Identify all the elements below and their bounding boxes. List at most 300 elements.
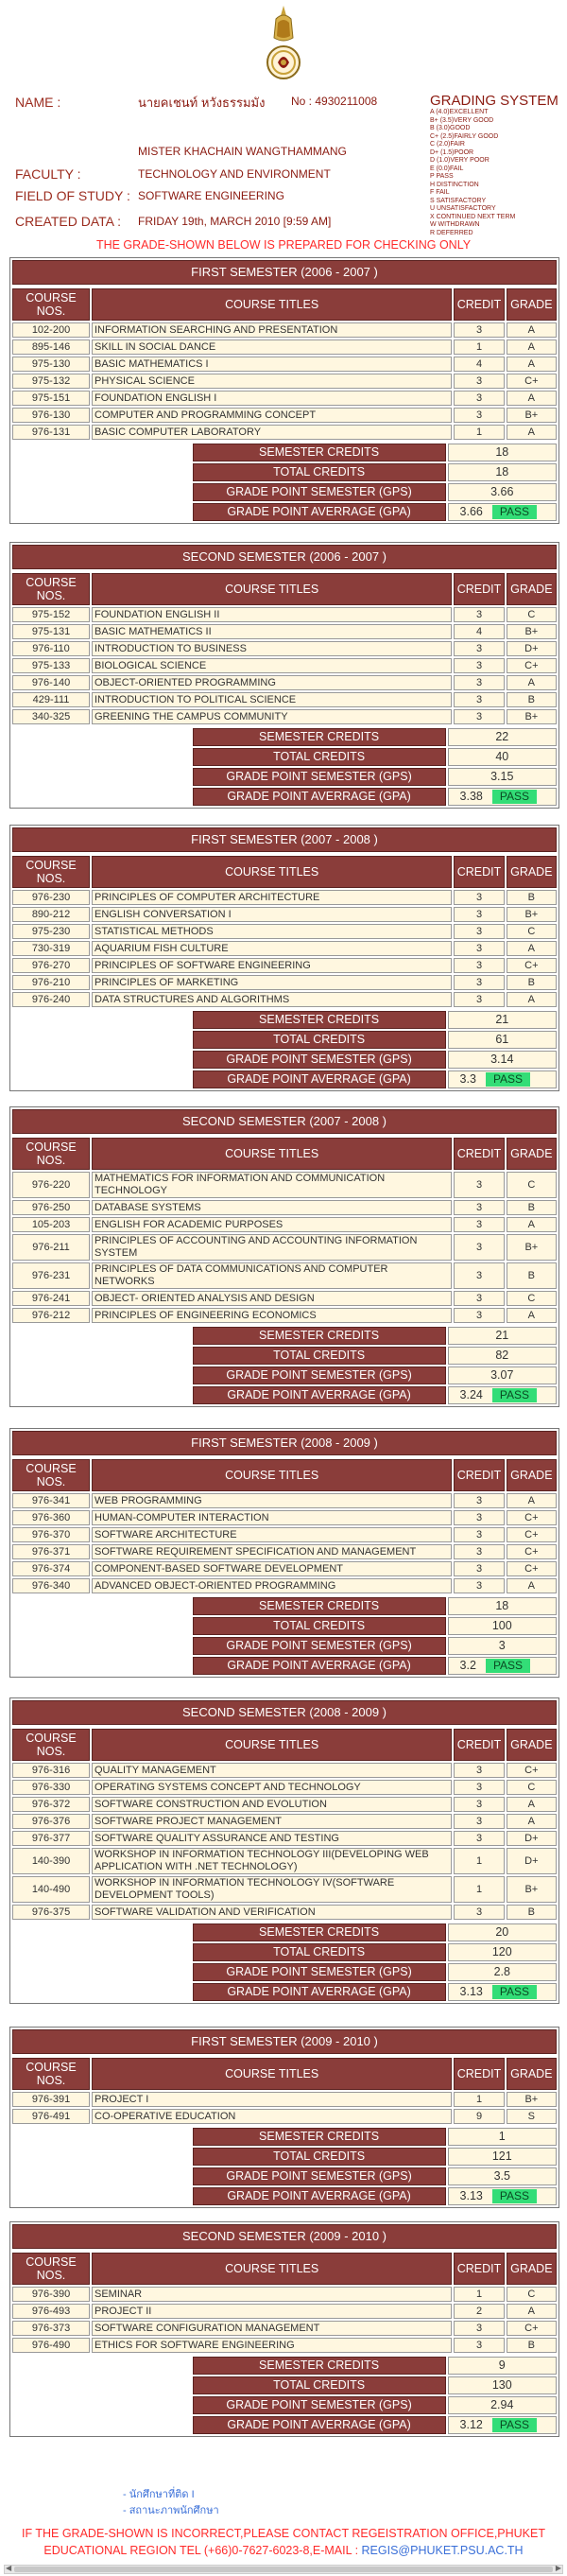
total-credits-value-cell: 18 xyxy=(448,463,557,481)
column-header-course-nos: COURSE NOS. xyxy=(12,2253,90,2285)
course-credit: 3 xyxy=(454,1291,504,1306)
status-badge: PASS xyxy=(492,2418,537,2432)
course-code: 976-270 xyxy=(12,958,90,973)
semester-block xyxy=(9,542,559,809)
scroll-right-arrow-icon[interactable]: ▶ xyxy=(555,2564,561,2572)
gpa-row xyxy=(12,1386,557,1404)
course-code: 976-330 xyxy=(12,1780,90,1795)
course-credit: 3 xyxy=(454,1308,504,1323)
table-row xyxy=(12,1561,557,1576)
course-code: 976-493 xyxy=(12,2304,90,2319)
gpa-label: GRADE POINT AVERRAGE (GPA) xyxy=(193,1983,446,2001)
column-header-credit: CREDIT xyxy=(454,2253,504,2285)
semester-credits-value-cell: 9 xyxy=(448,2357,557,2375)
course-credit: 1 xyxy=(454,425,504,440)
course-credit: 3 xyxy=(454,1763,504,1778)
table-row xyxy=(12,1780,557,1795)
course-grade: A xyxy=(507,1493,557,1508)
semester-summary xyxy=(10,442,558,523)
semester-title: FIRST SEMESTER (2006 - 2007 ) xyxy=(12,260,557,285)
table-row xyxy=(12,1291,557,1306)
semester-title: SECOND SEMESTER (2006 - 2007 ) xyxy=(12,545,557,569)
course-code: 730-319 xyxy=(12,941,90,956)
semester-title: SECOND SEMESTER (2009 - 2010 ) xyxy=(12,2224,557,2249)
spacer xyxy=(12,1011,191,1029)
course-title: STATISTICAL METHODS xyxy=(92,924,452,939)
course-credit: 9 xyxy=(454,2109,504,2124)
column-header-course-titles: COURSE TITLES xyxy=(92,1138,452,1170)
course-credit: 3 xyxy=(454,1172,504,1198)
table-row xyxy=(12,1262,557,1289)
table-row xyxy=(12,1544,557,1559)
course-title: BASIC COMPUTER LABORATORY xyxy=(92,425,452,440)
scroll-left-arrow-icon[interactable]: ◀ xyxy=(6,2564,12,2572)
total-credits-value-cell: 121 xyxy=(448,2148,557,2166)
course-grade: B+ xyxy=(507,408,557,423)
gps-row xyxy=(12,1637,557,1655)
course-title: DATA STRUCTURES AND ALGORITHMS xyxy=(92,992,452,1007)
table-row xyxy=(12,2338,557,2353)
course-grade: C+ xyxy=(507,1561,557,1576)
table-row xyxy=(12,890,557,905)
table-row xyxy=(12,709,557,724)
course-code: 975-151 xyxy=(12,391,90,406)
gpa-value-cell xyxy=(448,1070,557,1088)
course-credit: 3 xyxy=(454,1561,504,1576)
semester-credits-value-cell: 18 xyxy=(448,444,557,461)
table-row xyxy=(12,641,557,656)
course-grade: A xyxy=(507,391,557,406)
gps-label: GRADE POINT SEMESTER (GPS) xyxy=(193,483,446,501)
total-credits-value-cell: 130 xyxy=(448,2376,557,2394)
footer-email-link[interactable]: REGIS@PHUKET.PSU.AC.TH xyxy=(361,2544,524,2557)
course-grade: B xyxy=(507,1905,557,1920)
gps-value-cell: 3.14 xyxy=(448,1051,557,1069)
gps-label: GRADE POINT SEMESTER (GPS) xyxy=(193,1051,446,1069)
table-row xyxy=(12,1763,557,1778)
course-credit: 4 xyxy=(454,357,504,372)
semester-credits-value-cell: 1 xyxy=(448,2128,557,2146)
gps-value-cell: 3.66 xyxy=(448,483,557,501)
gps-value-cell: 3.15 xyxy=(448,768,557,786)
created-label: CREATED DATA : xyxy=(15,214,122,229)
column-header-credit: CREDIT xyxy=(454,1138,504,1170)
gpa-wrap xyxy=(449,1071,556,1088)
gpa-label: GRADE POINT AVERRAGE (GPA) xyxy=(193,1657,446,1675)
course-grade: A xyxy=(507,1797,557,1812)
semester-summary xyxy=(10,2126,558,2207)
course-code: 429-111 xyxy=(12,692,90,707)
status-badge: PASS xyxy=(486,1072,530,1087)
gpa-row xyxy=(12,788,557,806)
column-header-grade: GRADE xyxy=(507,573,557,605)
course-title: OBJECT- ORIENTED ANALYSIS AND DESIGN xyxy=(92,1291,452,1306)
course-credit: 3 xyxy=(454,1814,504,1829)
course-title: PROJECT II xyxy=(92,2304,452,2319)
column-header-course-titles: COURSE TITLES xyxy=(92,1729,452,1761)
course-code: 976-211 xyxy=(12,1234,90,1261)
table-row xyxy=(12,1510,557,1525)
footer-link[interactable]: - นักศึกษาที่ติด I xyxy=(123,2489,195,2500)
faculty-label: FACULTY : xyxy=(15,166,81,182)
total-credits-label: TOTAL CREDITS xyxy=(193,1943,446,1961)
grading-title: GRADING SYSTEM xyxy=(430,93,558,109)
spacer xyxy=(12,1386,191,1404)
course-grade: A xyxy=(507,1217,557,1232)
semester-credits-value-cell: 22 xyxy=(448,728,557,746)
table-row xyxy=(12,2287,557,2302)
course-table xyxy=(10,1727,558,1922)
semester-credits-label: SEMESTER CREDITS xyxy=(193,728,446,746)
table-row xyxy=(12,1200,557,1215)
grading-line: F FAIL xyxy=(430,189,450,196)
gpa-value: 3.66 xyxy=(459,505,483,518)
column-header-course-nos: COURSE NOS. xyxy=(12,856,90,888)
total-credits-value-cell: 120 xyxy=(448,1943,557,1961)
gpa-wrap xyxy=(449,2417,556,2433)
table-row xyxy=(12,1217,557,1232)
course-code: 976-230 xyxy=(12,890,90,905)
semester-credits-row xyxy=(12,1923,557,1941)
gps-value-cell: 2.8 xyxy=(448,1963,557,1981)
course-title: BASIC MATHEMATICS I xyxy=(92,357,452,372)
grading-line: C+ (2.5)FAIRLY GOOD xyxy=(430,132,499,140)
course-title: PRINCIPLES OF ACCOUNTING AND ACCOUNTING INFORMATION SYSTEM xyxy=(92,1234,452,1261)
gpa-label: GRADE POINT AVERRAGE (GPA) xyxy=(193,503,446,521)
gps-value-cell: 2.94 xyxy=(448,2396,557,2414)
course-grade: S xyxy=(507,2109,557,2124)
course-grade: A xyxy=(507,941,557,956)
course-code: 976-373 xyxy=(12,2321,90,2336)
scrollbar-thumb[interactable] xyxy=(14,2567,553,2572)
semester-credits-label: SEMESTER CREDITS xyxy=(193,2357,446,2375)
semester-title: SECOND SEMESTER (2008 - 2009 ) xyxy=(12,1700,557,1725)
total-credits-row xyxy=(12,463,557,481)
course-title: PRINCIPLES OF COMPUTER ARCHITECTURE xyxy=(92,890,452,905)
semester-summary xyxy=(10,1922,558,2003)
table-row xyxy=(12,607,557,622)
gpa-row xyxy=(12,1070,557,1088)
name-english: MISTER KHACHAIN WANGTHAMMANG xyxy=(138,145,347,158)
course-title: ENGLISH CONVERSATION I xyxy=(92,907,452,922)
total-credits-label: TOTAL CREDITS xyxy=(193,748,446,766)
semester-summary xyxy=(10,1595,558,1677)
gpa-value: 3.2 xyxy=(459,1659,476,1672)
course-title: COMPUTER AND PROGRAMMING CONCEPT xyxy=(92,408,452,423)
course-credit: 3 xyxy=(454,322,504,338)
spacer xyxy=(12,1051,191,1069)
grading-line: W WITHDRAWN xyxy=(430,221,480,228)
course-credit: 3 xyxy=(454,1831,504,1846)
course-title: OPERATING SYSTEMS CONCEPT AND TECHNOLOGY xyxy=(92,1780,452,1795)
course-code: 976-130 xyxy=(12,408,90,423)
table-row xyxy=(12,658,557,673)
spacer xyxy=(12,1597,191,1615)
total-credits-row xyxy=(12,1031,557,1049)
gpa-value-cell xyxy=(448,1657,557,1675)
column-header-course-titles: COURSE TITLES xyxy=(92,288,452,321)
table-row xyxy=(12,958,557,973)
status-badge: PASS xyxy=(492,1985,537,1999)
course-title: OBJECT-ORIENTED PROGRAMMING xyxy=(92,675,452,690)
name-label: NAME : xyxy=(15,95,61,110)
column-header-course-titles: COURSE TITLES xyxy=(92,573,452,605)
horizontal-scrollbar[interactable] xyxy=(4,2565,563,2574)
semester-credits-label: SEMESTER CREDITS xyxy=(193,1597,446,1615)
column-header-course-titles: COURSE TITLES xyxy=(92,2253,452,2285)
table-row xyxy=(12,374,557,389)
semester-credits-value-cell: 21 xyxy=(448,1327,557,1345)
semester-block xyxy=(9,2027,559,2208)
course-grade: B xyxy=(507,2338,557,2353)
footer-contact xyxy=(0,2525,567,2559)
course-code: 976-371 xyxy=(12,1544,90,1559)
course-code: 890-212 xyxy=(12,907,90,922)
semester-summary xyxy=(10,726,558,808)
course-title: PROJECT I xyxy=(92,2092,452,2107)
course-code: 976-140 xyxy=(12,675,90,690)
gpa-value: 3.12 xyxy=(459,2418,483,2431)
course-grade: B xyxy=(507,890,557,905)
grading-line: D (1.0)VERY POOR xyxy=(430,157,490,164)
course-title: INFORMATION SEARCHING AND PRESENTATION xyxy=(92,322,452,338)
grading-line: B (3.0)GOOD xyxy=(430,125,471,131)
spacer xyxy=(12,1617,191,1635)
gps-label: GRADE POINT SEMESTER (GPS) xyxy=(193,2167,446,2185)
table-row xyxy=(12,2109,557,2124)
course-code: 976-491 xyxy=(12,2109,90,2124)
course-credit: 3 xyxy=(454,391,504,406)
spacer xyxy=(12,2416,191,2434)
gps-value-cell: 3 xyxy=(448,1637,557,1655)
course-code: 975-131 xyxy=(12,624,90,639)
course-code: 976-390 xyxy=(12,2287,90,2302)
gpa-value-cell xyxy=(448,503,557,521)
grading-line: X CONTINUED NEXT TERM xyxy=(430,213,516,220)
spacer xyxy=(12,2396,191,2414)
column-header-credit: CREDIT xyxy=(454,1729,504,1761)
course-title: PRINCIPLES OF ENGINEERING ECONOMICS xyxy=(92,1308,452,1323)
table-row xyxy=(12,2321,557,2336)
column-header-grade: GRADE xyxy=(507,1459,557,1491)
course-code: 976-376 xyxy=(12,1814,90,1829)
column-header-grade: GRADE xyxy=(507,2253,557,2285)
gpa-value-cell xyxy=(448,2416,557,2434)
gps-row xyxy=(12,1366,557,1384)
course-credit: 3 xyxy=(454,1527,504,1542)
course-title: ENGLISH FOR ACADEMIC PURPOSES xyxy=(92,1217,452,1232)
gpa-row xyxy=(12,2416,557,2434)
course-code: 976-241 xyxy=(12,1291,90,1306)
course-table xyxy=(10,1136,558,1325)
table-row xyxy=(12,975,557,990)
course-credit: 3 xyxy=(454,675,504,690)
gpa-value: 3.3 xyxy=(459,1072,476,1086)
course-grade: C xyxy=(507,924,557,939)
course-credit: 3 xyxy=(454,709,504,724)
course-title: ADVANCED OBJECT-ORIENTED PROGRAMMING xyxy=(92,1578,452,1593)
total-credits-label: TOTAL CREDITS xyxy=(193,1617,446,1635)
column-header-credit: CREDIT xyxy=(454,856,504,888)
course-title: MATHEMATICS FOR INFORMATION AND COMMUNICATION TECHNOLOGY xyxy=(92,1172,452,1198)
course-credit: 1 xyxy=(454,2092,504,2107)
course-grade: A xyxy=(507,322,557,338)
course-title: WORKSHOP IN INFORMATION TECHNOLOGY III(DEVELOPING WEB APPLICATION WITH .NET TECHNOLOGY) xyxy=(92,1848,452,1874)
gps-value-cell: 3.07 xyxy=(448,1366,557,1384)
gps-row xyxy=(12,768,557,786)
course-grade: A xyxy=(507,1814,557,1829)
semester-credits-value-cell: 20 xyxy=(448,1923,557,1941)
semester-title: SECOND SEMESTER (2007 - 2008 ) xyxy=(12,1109,557,1134)
course-grade: C xyxy=(507,1291,557,1306)
gpa-row xyxy=(12,2187,557,2205)
semester-credits-row xyxy=(12,1011,557,1029)
course-grade: B xyxy=(507,1200,557,1215)
course-grade: A xyxy=(507,1308,557,1323)
spacer xyxy=(12,748,191,766)
course-credit: 3 xyxy=(454,692,504,707)
course-credit: 3 xyxy=(454,658,504,673)
table-row xyxy=(12,339,557,355)
semester-credits-value-cell: 21 xyxy=(448,1011,557,1029)
course-code: 976-212 xyxy=(12,1308,90,1323)
course-grade: C+ xyxy=(507,1527,557,1542)
table-row xyxy=(12,322,557,338)
footer-links xyxy=(123,2487,219,2519)
gpa-label: GRADE POINT AVERRAGE (GPA) xyxy=(193,1070,446,1088)
column-header-grade: GRADE xyxy=(507,288,557,321)
course-title: FOUNDATION ENGLISH II xyxy=(92,607,452,622)
course-title: PHYSICAL SCIENCE xyxy=(92,374,452,389)
total-credits-value-cell: 61 xyxy=(448,1031,557,1049)
grading-line: C (2.0)FAIR xyxy=(430,141,465,148)
table-row xyxy=(12,1172,557,1198)
total-credits-label: TOTAL CREDITS xyxy=(193,2376,446,2394)
course-title: SOFTWARE CONFIGURATION MANAGEMENT xyxy=(92,2321,452,2336)
semester-block xyxy=(9,257,559,524)
total-credits-label: TOTAL CREDITS xyxy=(193,2148,446,2166)
course-grade: A xyxy=(507,357,557,372)
footer-line-2-text: EDUCATIONAL REGION TEL (+66)0-7627-6023-8,E-MAIL : xyxy=(43,2544,362,2557)
gpa-value: 3.24 xyxy=(459,1388,483,1401)
course-grade: C xyxy=(507,1780,557,1795)
course-credit: 3 xyxy=(454,1905,504,1920)
column-header-credit: CREDIT xyxy=(454,2058,504,2090)
spacer xyxy=(12,2376,191,2394)
gpa-value-cell xyxy=(448,1386,557,1404)
course-grade: C xyxy=(507,1172,557,1198)
gps-row xyxy=(12,483,557,501)
spacer xyxy=(12,1943,191,1961)
gpa-wrap xyxy=(449,504,556,520)
gpa-value: 3.38 xyxy=(459,790,483,803)
course-credit: 3 xyxy=(454,607,504,622)
table-row xyxy=(12,1831,557,1846)
gpa-wrap xyxy=(449,1984,556,2000)
footer-link[interactable]: - สถานะภาพนักศึกษา xyxy=(123,2505,219,2516)
table-row xyxy=(12,992,557,1007)
grading-line: S SATISFACTORY xyxy=(430,197,487,204)
course-code: 976-250 xyxy=(12,1200,90,1215)
gpa-value-cell xyxy=(448,2187,557,2205)
course-code: 895-146 xyxy=(12,339,90,355)
course-grade: C xyxy=(507,2287,557,2302)
semester-title: FIRST SEMESTER (2008 - 2009 ) xyxy=(12,1431,557,1455)
grading-list xyxy=(430,109,562,237)
gpa-wrap xyxy=(449,789,556,805)
table-row xyxy=(12,1308,557,1323)
course-grade: A xyxy=(507,339,557,355)
spacer xyxy=(12,1366,191,1384)
course-title: ETHICS FOR SOFTWARE ENGINEERING xyxy=(92,2338,452,2353)
gpa-label: GRADE POINT AVERRAGE (GPA) xyxy=(193,1386,446,1404)
column-header-grade: GRADE xyxy=(507,856,557,888)
course-grade: B+ xyxy=(507,624,557,639)
course-title: DATABASE SYSTEMS xyxy=(92,1200,452,1215)
course-credit: 2 xyxy=(454,2304,504,2319)
semester-block xyxy=(9,825,559,1091)
total-credits-label: TOTAL CREDITS xyxy=(193,463,446,481)
course-title: GREENING THE CAMPUS COMMUNITY xyxy=(92,709,452,724)
course-code: 976-490 xyxy=(12,2338,90,2353)
course-credit: 1 xyxy=(454,1876,504,1903)
course-grade: C+ xyxy=(507,1544,557,1559)
column-header-course-titles: COURSE TITLES xyxy=(92,1459,452,1491)
total-credits-label: TOTAL CREDITS xyxy=(193,1031,446,1049)
spacer xyxy=(12,463,191,481)
course-credit: 3 xyxy=(454,1797,504,1812)
semester-credits-label: SEMESTER CREDITS xyxy=(193,444,446,461)
course-grade: A xyxy=(507,675,557,690)
column-header-credit: CREDIT xyxy=(454,288,504,321)
semester-credits-row xyxy=(12,728,557,746)
course-code: 102-200 xyxy=(12,322,90,338)
gpa-value: 3.13 xyxy=(459,2189,483,2202)
gpa-value-cell xyxy=(448,788,557,806)
table-row xyxy=(12,1848,557,1874)
gpa-label: GRADE POINT AVERRAGE (GPA) xyxy=(193,2416,446,2434)
course-credit: 3 xyxy=(454,1780,504,1795)
course-title: BIOLOGICAL SCIENCE xyxy=(92,658,452,673)
course-credit: 3 xyxy=(454,975,504,990)
course-credit: 3 xyxy=(454,374,504,389)
course-credit: 3 xyxy=(454,1200,504,1215)
column-header-course-titles: COURSE TITLES xyxy=(92,856,452,888)
grading-system-legend xyxy=(430,93,562,237)
total-credits-row xyxy=(12,1347,557,1365)
gpa-wrap xyxy=(449,1387,556,1403)
total-credits-value-cell: 40 xyxy=(448,748,557,766)
course-title: FOUNDATION ENGLISH I xyxy=(92,391,452,406)
course-code: 975-130 xyxy=(12,357,90,372)
gpa-row xyxy=(12,1657,557,1675)
gps-row xyxy=(12,2396,557,2414)
course-credit: 3 xyxy=(454,641,504,656)
course-credit: 3 xyxy=(454,1544,504,1559)
spacer xyxy=(12,1070,191,1088)
course-credit: 3 xyxy=(454,408,504,423)
course-code: 975-230 xyxy=(12,924,90,939)
course-code: 976-360 xyxy=(12,1510,90,1525)
status-badge: PASS xyxy=(486,1659,530,1673)
course-credit: 1 xyxy=(454,339,504,355)
course-code: 976-375 xyxy=(12,1905,90,1920)
course-code: 340-325 xyxy=(12,709,90,724)
table-row xyxy=(12,692,557,707)
course-title: QUALITY MANAGEMENT xyxy=(92,1763,452,1778)
course-grade: A xyxy=(507,1578,557,1593)
course-code: 105-203 xyxy=(12,1217,90,1232)
